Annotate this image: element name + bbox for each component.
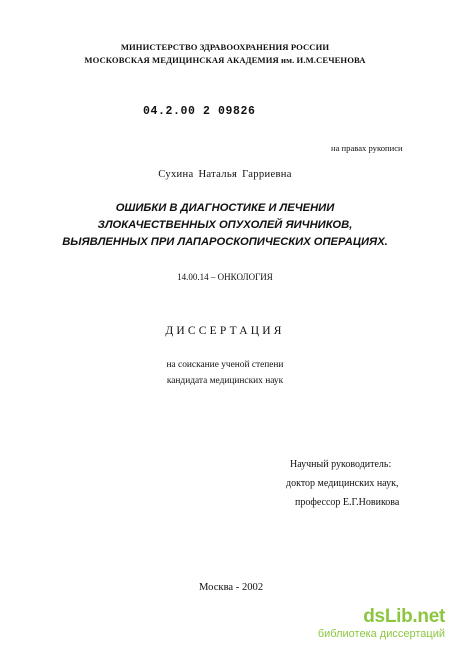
watermark-subtitle: библиотека диссертаций [317,628,445,640]
city-year: Москва - 2002 [199,582,264,593]
supervisor-degree: доктор медицинских наук, [286,478,399,489]
watermark-logo: dsLib.net [363,606,445,627]
title-line-3: ВЫЯВЛЕННЫХ ПРИ ЛАПАРОСКОПИЧЕСКИХ ОПЕРАЦИЯХ. [62,236,388,248]
registration-code: 04.2.00 2 09826 [143,105,256,118]
supervisor-label: Научный руководитель: [290,459,392,470]
manuscript-note: на правах рукописи [331,143,403,153]
academy-heading: МОСКОВСКАЯ МЕДИЦИНСКАЯ АКАДЕМИЯ им. И.М.СЕЧЕНОВА [84,55,366,65]
supervisor-name: профессор Е.Г.Новикова [295,497,400,508]
degree-line-1: на соискание ученой степени [166,360,284,370]
supervisor-block [286,455,400,512]
degree-line-2: кандидата медицинских наук [166,376,284,386]
dslib-watermark [317,606,445,641]
author-name: Сухина Наталья Гарриевна [158,169,292,180]
document-type: ДИССЕРТАЦИЯ [165,325,285,337]
ministry-heading: МИНИСТЕРСТВО ЗДРАВООХРАНЕНИЯ РОССИИ [120,42,330,52]
title-line-1: ОШИБКИ В ДИАГНОСТИКЕ И ЛЕЧЕНИИ [115,202,335,214]
title-line-2: ЗЛОКАЧЕСТВЕННЫХ ОПУХОЛЕЙ ЯИЧНИКОВ, [97,219,353,231]
specialty-code: 14.00.14 – ОНКОЛОГИЯ [177,272,273,282]
